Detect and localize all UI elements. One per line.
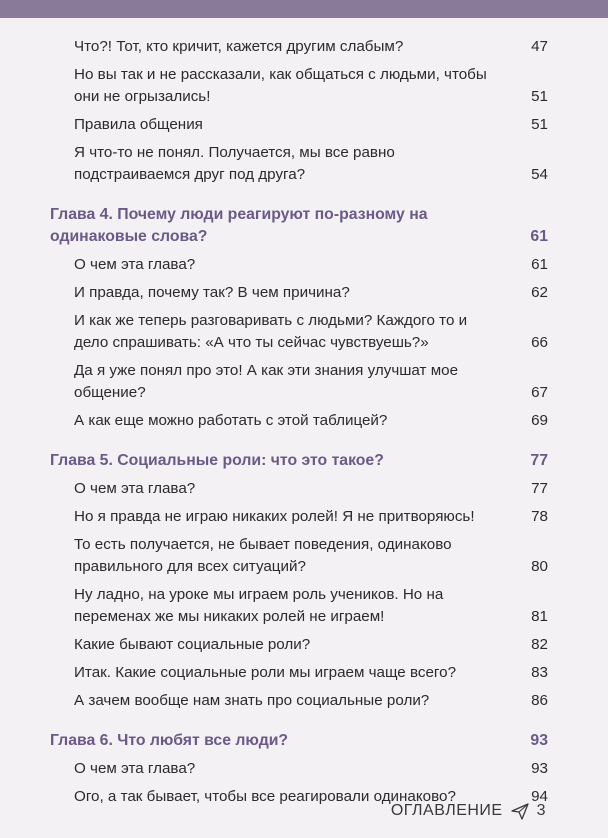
page-number: 93 [531, 760, 548, 777]
entry-title: О чем эта глава? [74, 760, 196, 777]
paper-plane-icon [511, 802, 529, 820]
page-number: 51 [531, 88, 548, 105]
toc-chapter-heading [50, 204, 548, 248]
entry-title: О чем эта глава? [74, 256, 196, 273]
entry-title: Что?! Тот, кто кричит, кажется другим слабым? [74, 38, 404, 55]
page-number: 80 [531, 558, 548, 575]
toc-entry [74, 254, 548, 276]
toc-entry [74, 478, 548, 500]
chapter-title: Глава 6. Что любят все люди? [50, 732, 289, 749]
toc-entry [74, 310, 548, 354]
toc-chapter-heading [50, 730, 548, 752]
entry-title: О чем эта глава? [74, 480, 196, 497]
table-of-contents [0, 36, 608, 814]
toc-entry [74, 142, 548, 186]
toc-entry [74, 282, 548, 304]
entry-title: Но я правда не играю никаких ролей! Я не притворяюсь! [74, 508, 475, 525]
entry-title: Но вы так и не рассказали, как общаться с людьми, чтобы они не огрызались! [74, 66, 487, 105]
page-number: 62 [531, 284, 548, 301]
entry-title: Я что-то не понял. Получается, мы все равно подстраиваемся друг под друга? [74, 144, 395, 183]
toc-entry [74, 114, 548, 136]
entry-title: И правда, почему так? В чем причина? [74, 284, 350, 301]
toc-entry [74, 36, 548, 58]
entry-title: Да я уже понял про это! А как эти знания улучшат мое общение? [74, 362, 459, 401]
page-number: 54 [531, 166, 548, 183]
chapter-title: Глава 5. Социальные роли: что это такое? [50, 452, 384, 469]
page-number: 61 [531, 256, 548, 273]
footer-page-number: 3 [536, 802, 546, 819]
entry-title: А как еще можно работать с этой таблицей? [74, 412, 388, 429]
page-number: 67 [531, 384, 548, 401]
page-number: 61 [530, 228, 548, 245]
toc-entry [74, 534, 548, 578]
entry-title: Ого, а так бывает, чтобы все реагировали одинаково? [74, 788, 456, 805]
toc-entry [74, 410, 548, 432]
toc-entry [74, 690, 548, 712]
chapter-title: Глава 4. Почему люди реагируют по-разному на одинаковые слова? [50, 206, 428, 245]
toc-entry [74, 360, 548, 404]
toc-entry [74, 634, 548, 656]
page-number: 66 [531, 334, 548, 351]
page-number: 77 [531, 480, 548, 497]
page-footer [391, 802, 546, 820]
top-color-band [0, 0, 608, 18]
toc-entry [74, 506, 548, 528]
entry-title: Итак. Какие социальные роли мы играем чаще всего? [74, 664, 457, 681]
footer-section-label: ОГЛАВЛЕНИЕ [390, 802, 503, 819]
page-number: 51 [531, 116, 548, 133]
toc-entry [74, 758, 548, 780]
page-number: 77 [530, 452, 548, 469]
toc-entry [74, 662, 548, 684]
page-number: 78 [531, 508, 548, 525]
page-number: 81 [531, 608, 548, 625]
entry-title: А зачем вообще нам знать про социальные роли? [74, 692, 430, 709]
entry-title: И как же теперь разговаривать с людьми? Каждого то и дело спрашивать: «А что ты сейчас чувствуешь?» [74, 312, 468, 351]
entry-title: Ну ладно, на уроке мы играем роль учеников. Но на переменах же мы никаких ролей не играем! [74, 586, 444, 625]
page-number: 94 [531, 788, 548, 805]
page-number: 82 [531, 636, 548, 653]
entry-title: Правила общения [74, 116, 203, 133]
page-number: 86 [531, 692, 548, 709]
entry-title: То есть получается, не бывает поведения, одинаково правильного для всех ситуаций? [74, 536, 452, 575]
toc-entry [74, 64, 548, 108]
toc-entry [74, 584, 548, 628]
entry-title: Какие бывают социальные роли? [74, 636, 311, 653]
page-number: 93 [530, 732, 548, 749]
toc-chapter-heading [50, 450, 548, 472]
page-number: 47 [531, 38, 548, 55]
page-number: 83 [531, 664, 548, 681]
page-number: 69 [531, 412, 548, 429]
